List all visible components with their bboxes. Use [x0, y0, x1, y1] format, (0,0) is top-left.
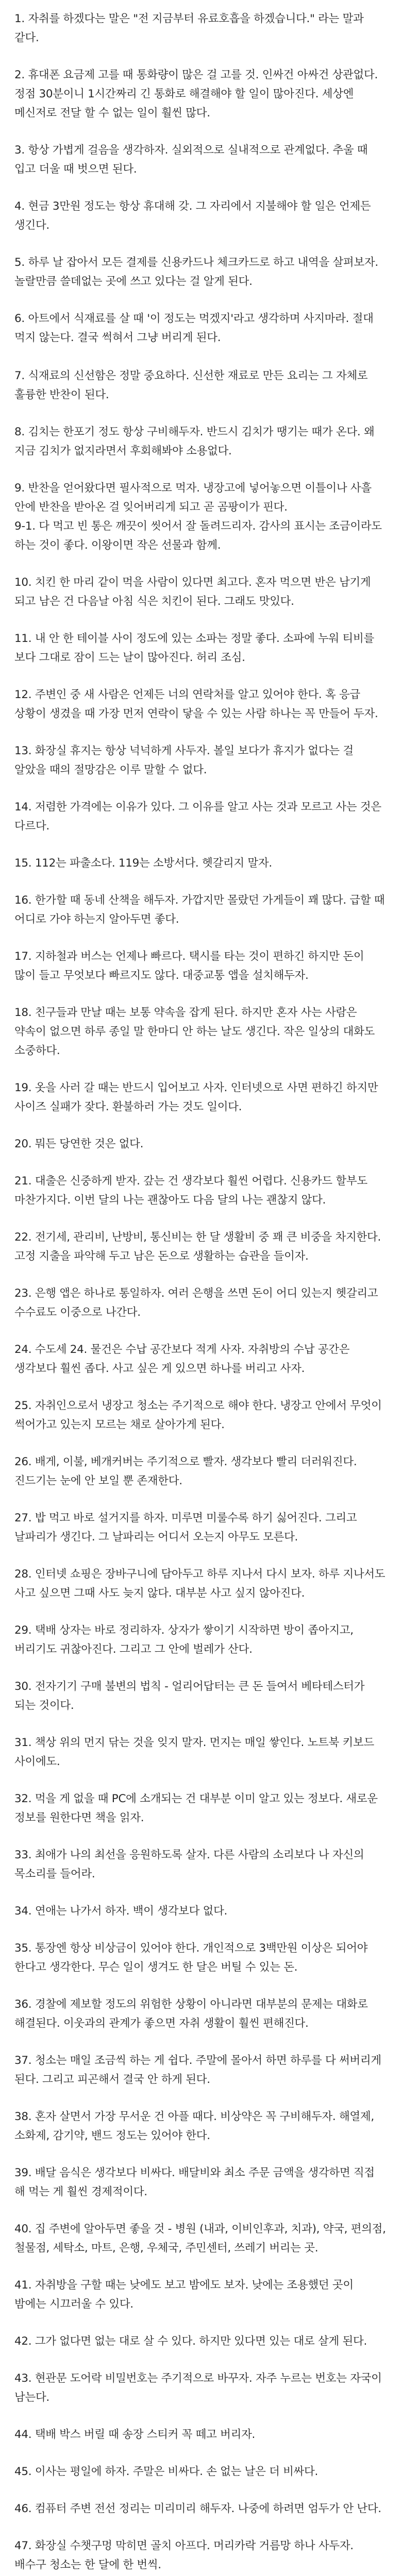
list-item: 13. 화장실 휴지는 항상 넉넉하게 사두자. 볼일 보다가 휴지가 없다는 걸 알았을 때의 절망감은 이루 말할 수 없다. [14, 744, 357, 776]
list-item: 23. 은행 앱은 하나로 통일하자. 여러 은행을 쓰면 돈이 어디 있는지 헷갈리고 수수료도 이중으로 나간다. [14, 1287, 381, 1319]
list-item: 42. 그가 없다면 없는 대로 살 수 있다. 하지만 있다면 있는 대로 살게 된다. [14, 2335, 367, 2348]
list-item: 19. 옷을 사러 갈 때는 반드시 입어보고 사자. 인터넷으로 사면 편하긴 하지만 사이즈 실패가 잦다. 환불하러 가는 것도 일이다. [14, 1081, 381, 1113]
list-item: 16. 한가할 때 동네 산책을 해두자. 가깝지만 몰랐던 가게들이 꽤 많다. 급할 때 어디로 가야 하는지 알아두면 좋다. [14, 894, 388, 926]
list-item: 22. 전기세, 관리비, 난방비, 통신비는 한 달 생활비 중 꽤 큰 비중을 차지한다. 고정 지출을 파악해 두고 남은 돈으로 생활하는 습관을 들이자. [14, 1231, 384, 1263]
list-item: 12. 주변인 중 새 사람은 언제든 너의 연락처를 알고 있어야 한다. 혹 응급 상황이 생겼을 때 가장 먼저 연락이 닿을 수 있는 사람 하나는 꼭 만들어 두자. [14, 688, 378, 720]
list-item: 45. 이사는 평일에 하자. 주말은 비싸다. 손 없는 날은 더 비싸다. [14, 2465, 319, 2478]
list-item: 40. 집 주변에 알아두면 좋을 것 - 병원 (내과, 이비인후과, 치과), 약국, 편의점, 철물점, 세탁소, 마트, 은행, 우체국, 주민센터, 쓰레기 버리는 곳. [14, 2223, 390, 2255]
list-item: 31. 책상 위의 먼지 닦는 것을 잊지 말자. 먼지는 매일 쌓인다. 노트북 키보드 사이에도. [14, 1736, 378, 1768]
list-item: 35. 통장엔 항상 비상금이 있어야 한다. 개인적으로 3백만원 이상은 되어야 한다고 생각한다. 무슨 일이 생겨도 한 달은 버틸 수 있는 돈. [14, 1942, 371, 1974]
list-item: 29. 택배 상자는 바로 정리하자. 상자가 쌓이기 시작하면 방이 좁아지고, 버리기도 귀찮아진다. 그리고 그 안에 벌레가 산다. [14, 1624, 357, 1656]
list-item: 11. 내 안 한 테이블 사이 정도에 있는 소파는 정말 좋다. 소파에 누워 티비를 보다 그대로 잠이 드는 날이 많아진다. 허리 조심. [14, 632, 378, 664]
list-item: 20. 뭐든 당연한 것은 없다. [14, 1138, 144, 1150]
list-item: 32. 먹을 게 없을 때 PC에 소개되는 건 대부분 이미 알고 있는 정보다. 새로운 정보를 원한다면 책을 읽자. [14, 1792, 381, 1824]
list-item: 30. 전자기기 구매 불변의 법칙 - 얼리어답터는 큰 돈 들여서 베타테스터가 되는 것이다. [14, 1680, 368, 1712]
list-item: 5. 하루 날 잡아서 모든 결제를 신용카드나 체크카드로 하고 내역을 살펴보자. 놀랄만큼 쓸데없는 곳에 쓰고 있다는 걸 알게 된다. [14, 256, 382, 288]
list-item: 38. 혼자 살면서 가장 무서운 건 아플 때다. 비상약은 꼭 구비해두자. 해열제, 소화제, 감기약, 밴드 정도는 있어야 한다. [14, 2110, 378, 2142]
list-item: 47. 화장실 수챗구멍 막히면 골치 아프다. 머리카락 거름망 하나 사두자. 배수구 청소는 한 달에 한 번씩. [14, 2539, 357, 2571]
list-item: 27. 밥 먹고 바로 설거지를 하자. 미루면 미룰수록 하기 싫어진다. 그리고 날파리가 생긴다. 그 날파리는 어디서 오는지 아무도 모른다. [14, 1512, 360, 1544]
list-item: 34. 연애는 나가서 하자. 백이 생각보다 없다. [14, 1905, 228, 1918]
list-item: 1. 자취를 하겠다는 말은 "전 지금부터 유료호흡을 하겠습니다." 라는 말과 같다. [14, 12, 367, 44]
list-item: 46. 컴퓨터 주변 전선 정리는 미리미리 해두자. 나중에 하려면 엄두가 안 난다. [14, 2502, 381, 2515]
list-item: 18. 친구들과 만날 때는 보통 약속을 잡게 된다. 하지만 혼자 사는 사람은 약속이 없으면 하루 종일 말 한마디 안 하는 날도 생긴다. 작은 일상의 대화도 소중하다. [14, 1006, 378, 1057]
list-item: 43. 현관문 도어락 비밀번호는 주기적으로 바꾸자. 자주 누르는 번호는 자국이 남는다. [14, 2372, 386, 2404]
list-item: 2. 휴대폰 요금제 고를 때 통화량이 많은 걸 고를 것. 인싸건 아싸건 상관없다. 정점 30분이니 1시간짜리 긴 통화로 해결해야 할 일이 많아진다. 세상엔 메신저로 전달 할 수 없는 일이 훨씬 많다. [14, 69, 378, 120]
list-item: 17. 지하철과 버스는 언제나 빠르다. 택시를 타는 것이 편하긴 하지만 돈이 많이 들고 무엇보다 빠르지도 않다. 대중교통 앱을 설치해두자. [14, 950, 367, 982]
list-item: 24. 수도세 24. 물건은 수납 공간보다 적게 사자. 자취방의 수납 공간은 생각보다 훨씬 좁다. 사고 싶은 게 있으면 하나를 버리고 사자. [14, 1343, 353, 1375]
list-item: 33. 최애가 나의 최선을 응원하도록 살자. 다른 사람의 소리보다 나 자신의 목소리를 들어라. [14, 1849, 367, 1880]
list-item: 39. 배달 음식은 생각보다 비싸다. 배달비와 최소 주문 금액을 생각하면 직접 해 먹는 게 훨씬 경제적이다. [14, 2166, 378, 2198]
list-item: 9. 반찬을 얻어왔다면 필사적으로 먹자. 냉장고에 넣어놓으면 이틀이나 사흘 안에 반찬을 받아온 걸 잊어버리게 되고 곧 곰팡이가 핀다. 9-1. 다 먹고 빈 통은 깨끗이 씻어서 잘 돌려드리자. 감사의 표시는 조금이라도 하는 것이 좋다. 이왕이면 작은 선물과 함께. [14, 482, 382, 552]
list-item: 8. 김치는 한포기 정도 항상 구비해두자. 반드시 김치가 땡기는 때가 온다. 왜 지금 김치가 없지라면서 후회해봐야 소용없다. [14, 426, 378, 457]
list-item: 6. 아트에서 식재료를 살 때 '이 정도는 먹겠지'라고 생각하며 사지마라. 절대 먹지 않는다. 결국 썩혀서 그냥 버리게 된다. 7. 식재료의 신선함은 정말 중요하다. 신선한 재료로 만든 요리는 그 자체로 훌륭한 반찬이 된다. [14, 312, 374, 401]
list-item: 37. 청소는 매일 조금씩 하는 게 쉽다. 주말에 몰아서 하면 하루를 다 써버리게 된다. 그리고 피곤해서 결국 안 하게 된다. [14, 2054, 385, 2086]
list-item: 10. 치킨 한 마리 같이 먹을 사람이 있다면 최고다. 혼자 먹으면 반은 남기게 되고 남은 건 다음날 아침 식은 치킨이 된다. 그래도 맛있다. [14, 576, 374, 608]
list-item: 25. 자취인으로서 냉장고 청소는 주기적으로 해야 한다. 냉장고 안에서 무엇이 썩어가고 있는지 모르는 채로 살아가게 된다. [14, 1399, 386, 1431]
list-item: 14. 저렴한 가격에는 이유가 있다. 그 이유를 알고 사는 것과 모르고 사는 것은 다르다. [14, 801, 385, 833]
list-item: 28. 인터넷 쇼핑은 장바구니에 담아두고 하루 지나서 다시 보자. 하루 지나서도 사고 싶으면 그때 사도 늦지 않다. 대부분 사고 싶지 않아진다. [14, 1568, 389, 1600]
list-item: 21. 대출은 신중하게 받자. 갚는 건 생각보다 훨씬 어렵다. 신용카드 할부도 마찬가지다. 이번 달의 나는 괜찮아도 다음 달의 나는 괜찮지 않다. [14, 1175, 371, 1207]
list-item: 26. 배게, 이불, 베개커버는 주기적으로 빨자. 생각보다 빨리 더러워진다. 진드기는 눈에 안 보일 뿐 존재한다. [14, 1455, 360, 1487]
list-item: 15. 112는 파출소다. 119는 소방서다. 헷갈리지 말자. [14, 857, 272, 870]
list-item: 4. 현금 3만원 정도는 항상 휴대해 갖. 그 자리에서 지불해야 할 일은 언제든 생긴다. [14, 200, 374, 232]
list-item: 41. 자취방을 구할 때는 낮에도 보고 밤에도 보자. 낮에는 조용했던 곳이 밤에는 시끄러울 수 있다. [14, 2279, 357, 2311]
list-item: 44. 택배 박스 버릴 때 송장 스티커 꼭 떼고 버리자. [14, 2428, 256, 2441]
list-item: 3. 항상 가볍게 걸음을 생각하자. 실외적으로 실내적으로 관계없다. 추울 때 입고 더울 때 벗으면 된다. [14, 144, 371, 176]
list-item: 36. 경찰에 제보할 정도의 위험한 상황이 아니라면 대부분의 문제는 대화로 해결된다. 이웃과의 관계가 좋으면 자취 생활이 훨씬 편해진다. [14, 1998, 372, 2030]
